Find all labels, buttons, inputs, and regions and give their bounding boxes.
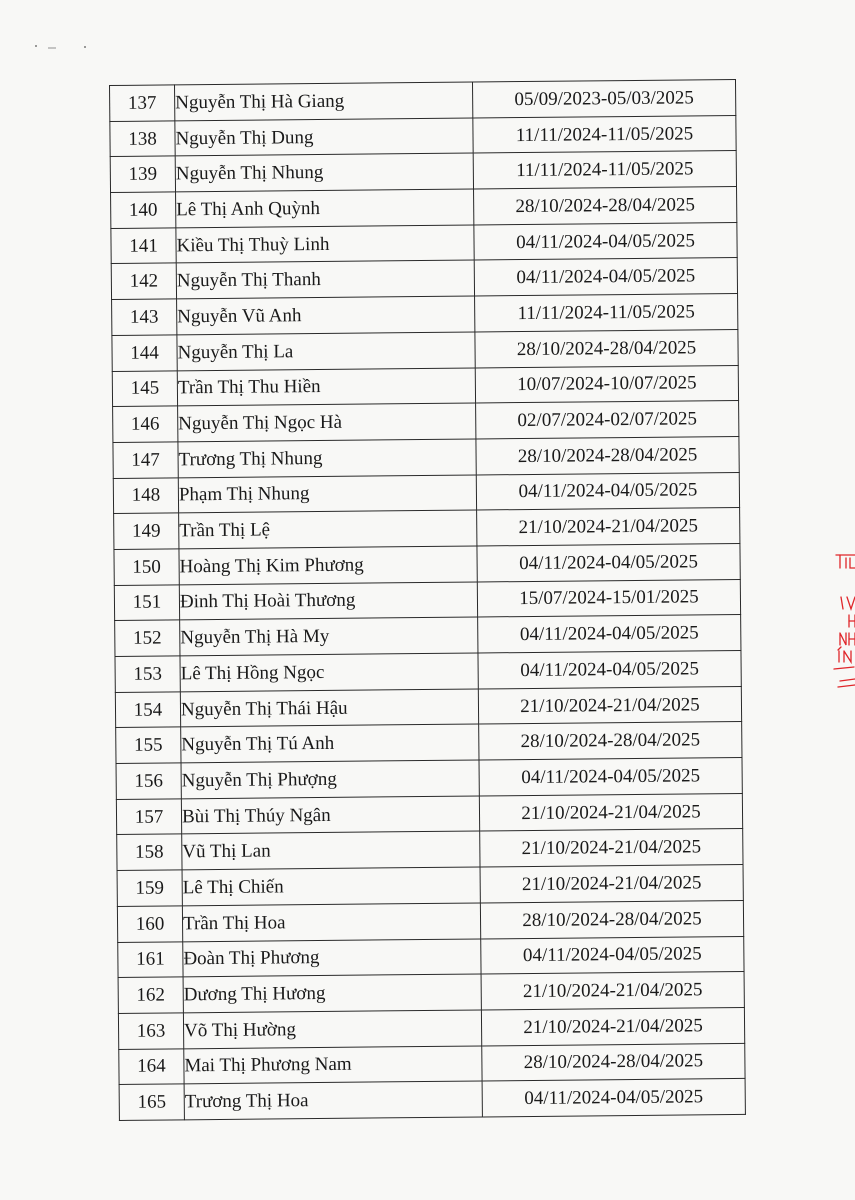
date-range-cell: 21/10/2024-21/04/2025	[480, 865, 743, 903]
date-range-cell: 28/10/2024-28/04/2025	[480, 900, 743, 938]
person-name-cell: Lê Thị Hồng Ngọc	[180, 653, 478, 692]
table-row	[118, 972, 744, 1014]
date-range-cell: 04/11/2024-04/05/2025	[478, 650, 741, 688]
person-name-cell: Nguyễn Thị Tú Anh	[181, 724, 479, 763]
date-range-cell: 10/07/2024-10/07/2025	[475, 365, 738, 403]
row-number-cell: 157	[116, 799, 181, 835]
person-name-cell: Mai Thị Phương Nam	[184, 1046, 482, 1085]
table-row	[114, 508, 740, 550]
table-row	[115, 650, 741, 692]
person-name-cell: Võ Thị Hường	[183, 1010, 481, 1049]
date-range-cell: 21/10/2024-21/04/2025	[481, 1007, 744, 1045]
row-number-cell: 138	[110, 121, 175, 157]
row-number-cell: 140	[111, 192, 176, 228]
person-name-cell: Phạm Thị Nhung	[178, 475, 476, 514]
date-range-cell: 04/11/2024-04/05/2025	[477, 543, 740, 581]
table-row	[119, 1043, 745, 1085]
person-name-cell: Lê Thị Chiến	[182, 867, 480, 906]
table-row	[113, 472, 739, 514]
date-range-cell: 28/10/2024-28/04/2025	[474, 187, 737, 225]
row-number-cell: 144	[112, 335, 177, 371]
person-name-cell: Hoàng Thị Kim Phương	[179, 546, 477, 585]
person-name-cell: Kiều Thị Thuỳ Linh	[176, 225, 474, 264]
row-number-cell: 143	[112, 299, 177, 335]
table-row	[111, 187, 737, 229]
roster-table	[109, 79, 746, 1121]
table-row	[116, 758, 742, 800]
table-row	[113, 401, 739, 443]
date-range-cell: 11/11/2024-11/05/2025	[475, 294, 738, 332]
table-row	[112, 365, 738, 407]
person-name-cell: Nguyễn Thị Ngọc Hà	[178, 403, 476, 442]
date-range-cell: 28/10/2024-28/04/2025	[482, 1043, 745, 1081]
scan-speck-mark	[34, 42, 88, 52]
person-name-cell: Dương Thị Hương	[183, 974, 481, 1013]
row-number-cell: 156	[116, 763, 181, 799]
person-name-cell: Nguyễn Thị Nhung	[175, 153, 473, 192]
person-name-cell: Trương Thị Nhung	[178, 439, 476, 478]
date-range-cell: 04/11/2024-04/05/2025	[481, 936, 744, 974]
row-number-cell: 159	[117, 870, 182, 906]
row-number-cell: 153	[115, 656, 180, 692]
person-name-cell: Bùi Thị Thúy Ngân	[181, 796, 479, 835]
date-range-cell: 21/10/2024-21/04/2025	[480, 829, 743, 867]
person-name-cell: Trần Thị Thu Hiền	[177, 367, 475, 406]
person-name-cell: Nguyễn Thị Dung	[175, 118, 473, 157]
date-range-cell: 28/10/2024-28/04/2025	[479, 722, 742, 760]
table-row	[111, 258, 737, 300]
row-number-cell: 139	[110, 156, 175, 192]
date-range-cell: 28/10/2024-28/04/2025	[475, 329, 738, 367]
table-row	[113, 436, 739, 478]
person-name-cell: Nguyễn Thị Hà Giang	[175, 82, 473, 121]
date-range-cell: 21/10/2024-21/04/2025	[477, 508, 740, 546]
table-row	[115, 686, 741, 728]
person-name-cell: Trương Thị Hoa	[184, 1081, 482, 1120]
date-range-cell: 11/11/2024-11/05/2025	[473, 115, 736, 153]
date-range-cell: 04/11/2024-04/05/2025	[482, 1079, 745, 1117]
table-row	[114, 543, 740, 585]
row-number-cell: 137	[110, 85, 175, 121]
row-number-cell: 158	[117, 834, 182, 870]
row-number-cell: 146	[113, 406, 178, 442]
person-name-cell: Nguyễn Vũ Anh	[177, 296, 475, 335]
table-row	[117, 900, 743, 942]
row-number-cell: 147	[113, 442, 178, 478]
row-number-cell: 165	[119, 1084, 184, 1120]
date-range-cell: 28/10/2024-28/04/2025	[476, 436, 739, 474]
table-row	[110, 79, 736, 121]
date-range-cell: 05/09/2023-05/03/2025	[472, 79, 735, 117]
date-range-cell: 04/11/2024-04/05/2025	[474, 222, 737, 260]
person-name-cell: Nguyễn Thị Hà My	[180, 617, 478, 656]
person-name-cell: Vũ Thị Lan	[182, 831, 480, 870]
date-range-cell: 04/11/2024-04/05/2025	[478, 615, 741, 653]
red-seal-stamp	[832, 553, 855, 693]
row-number-cell: 141	[111, 228, 176, 264]
table-row	[119, 1079, 745, 1121]
person-name-cell: Đinh Thị Hoài Thương	[179, 582, 477, 621]
table-row	[115, 615, 741, 657]
row-number-cell: 150	[114, 549, 179, 585]
person-name-cell: Trần Thị Lệ	[179, 510, 477, 549]
date-range-cell: 02/07/2024-02/07/2025	[476, 401, 739, 439]
table-row	[110, 151, 736, 193]
person-name-cell: Nguyễn Thị La	[177, 332, 475, 371]
row-number-cell: 149	[114, 513, 179, 549]
row-number-cell: 161	[118, 941, 183, 977]
row-number-cell: 152	[115, 620, 180, 656]
table-row	[117, 829, 743, 871]
table-row	[116, 722, 742, 764]
table-row	[111, 222, 737, 264]
row-number-cell: 162	[118, 977, 183, 1013]
date-range-cell: 11/11/2024-11/05/2025	[473, 151, 736, 189]
date-range-cell: 04/11/2024-04/05/2025	[474, 258, 737, 296]
row-number-cell: 163	[118, 1013, 183, 1049]
person-name-cell: Nguyễn Thị Thái Hậu	[180, 689, 478, 728]
person-name-cell: Trần Thị Hoa	[182, 903, 480, 942]
date-range-cell: 21/10/2024-21/04/2025	[481, 972, 744, 1010]
date-range-cell: 15/07/2024-15/01/2025	[477, 579, 740, 617]
table-row	[117, 865, 743, 907]
table-row	[110, 115, 736, 157]
row-number-cell: 148	[113, 477, 178, 513]
roster-table-body	[110, 79, 746, 1120]
date-range-cell: 21/10/2024-21/04/2025	[478, 686, 741, 724]
person-name-cell: Nguyễn Thị Thanh	[176, 260, 474, 299]
row-number-cell: 155	[116, 727, 181, 763]
row-number-cell: 164	[119, 1048, 184, 1084]
row-number-cell: 154	[115, 692, 180, 728]
date-range-cell: 04/11/2024-04/05/2025	[479, 758, 742, 796]
table-row	[112, 329, 738, 371]
row-number-cell: 142	[111, 263, 176, 299]
date-range-cell: 04/11/2024-04/05/2025	[476, 472, 739, 510]
person-name-cell: Nguyễn Thị Phượng	[181, 760, 479, 799]
table-row	[118, 936, 744, 978]
row-number-cell: 151	[114, 584, 179, 620]
table-row	[116, 793, 742, 835]
row-number-cell: 160	[117, 906, 182, 942]
table-row	[112, 294, 738, 336]
table-row	[114, 579, 740, 621]
person-name-cell: Đoàn Thị Phương	[183, 938, 481, 977]
table-row	[118, 1007, 744, 1049]
row-number-cell: 145	[112, 370, 177, 406]
seal-fragment-graphic	[832, 553, 855, 693]
date-range-cell: 21/10/2024-21/04/2025	[479, 793, 742, 831]
person-name-cell: Lê Thị Anh Quỳnh	[176, 189, 474, 228]
